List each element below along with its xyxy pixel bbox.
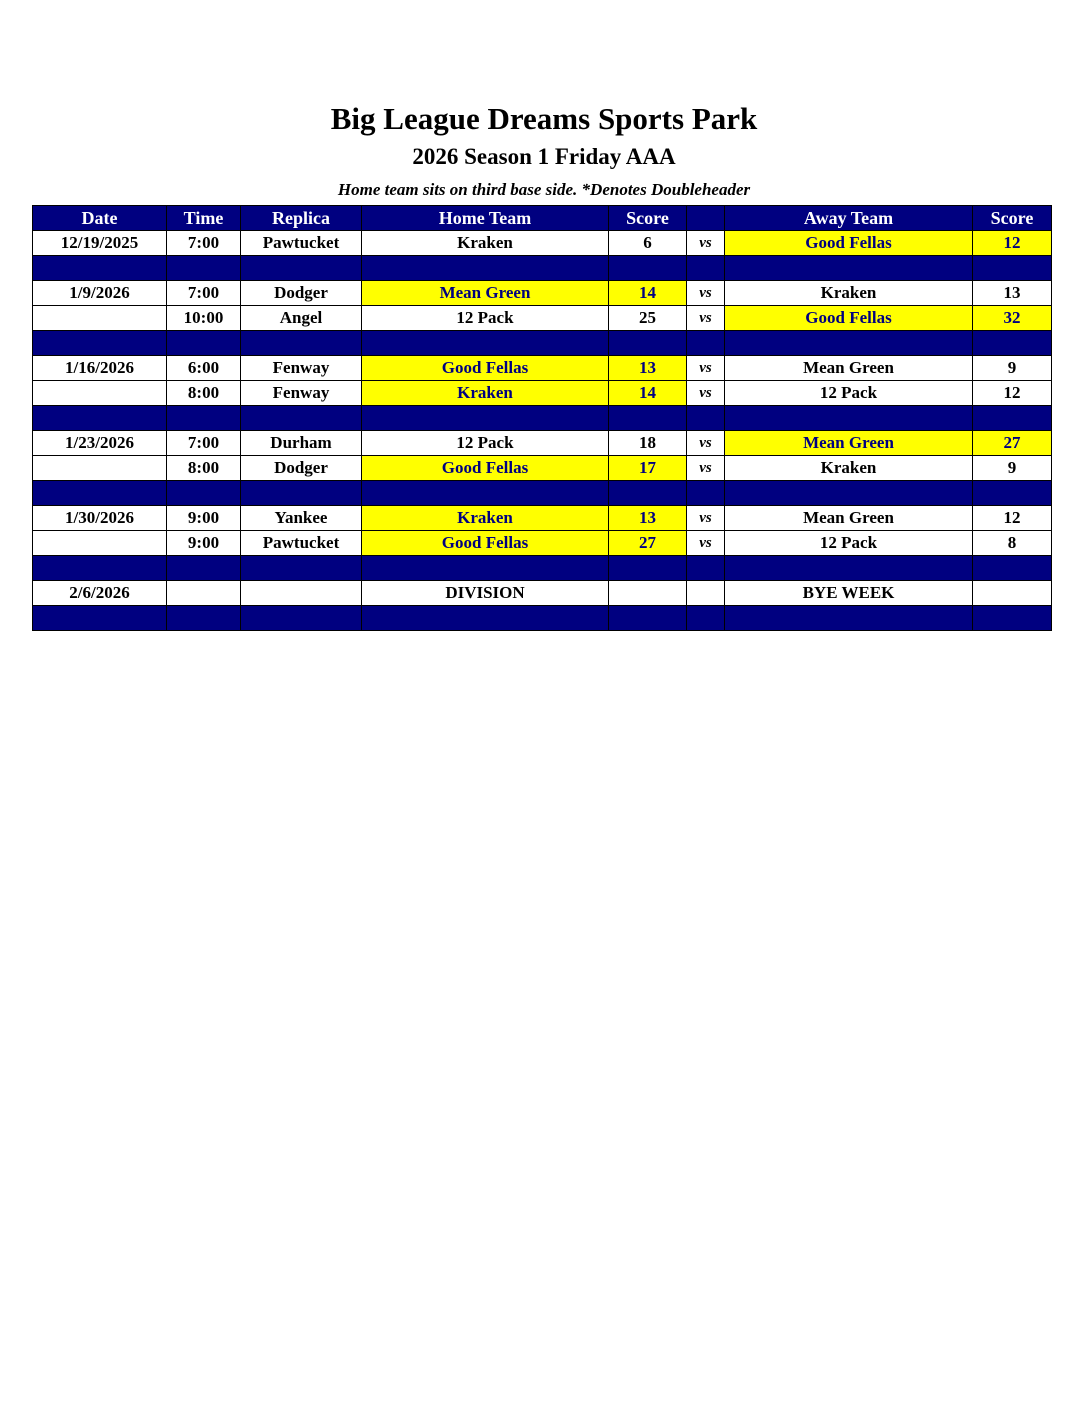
spacer-cell	[609, 606, 687, 631]
cell-replica: Fenway	[241, 381, 362, 406]
cell-replica: Pawtucket	[241, 231, 362, 256]
cell-time: 8:00	[167, 381, 241, 406]
page-note: Home team sits on third base side. *Denotes Doubleheader	[337, 180, 751, 199]
cell-away-team: Mean Green	[725, 431, 973, 456]
spacer-cell	[362, 481, 609, 506]
cell-away-score: 13	[973, 281, 1052, 306]
spacer-cell	[609, 556, 687, 581]
spacer-cell	[241, 481, 362, 506]
cell-vs: vs	[687, 381, 725, 406]
cell-home-team: 12 Pack	[362, 431, 609, 456]
cell-home-score: 14	[609, 381, 687, 406]
cell-away-team: Kraken	[725, 456, 973, 481]
cell-away-score: 12	[973, 506, 1052, 531]
cell-vs: vs	[687, 506, 725, 531]
header-vs	[687, 206, 725, 231]
spacer-cell	[725, 481, 973, 506]
spacer-cell	[725, 331, 973, 356]
header-away-team: Away Team	[725, 206, 973, 231]
spacer-cell	[609, 256, 687, 281]
spacer-cell	[167, 406, 241, 431]
cell-away-score: 9	[973, 456, 1052, 481]
cell-away-score: 27	[973, 431, 1052, 456]
cell-date: 12/19/2025	[33, 231, 167, 256]
cell-vs: vs	[687, 456, 725, 481]
cell-date: 1/9/2026	[33, 281, 167, 306]
cell-away-score: 9	[973, 356, 1052, 381]
game-row	[33, 381, 1052, 406]
cell-home-score: 14	[609, 281, 687, 306]
spacer-cell	[241, 331, 362, 356]
spacer-cell	[609, 331, 687, 356]
header-home-team: Home Team	[362, 206, 609, 231]
cell-home-score: 18	[609, 431, 687, 456]
game-row	[33, 231, 1052, 256]
spacer-cell	[973, 481, 1052, 506]
spacer-row	[33, 481, 1052, 506]
spacer-cell	[687, 256, 725, 281]
page-title: Big League Dreams Sports Park	[330, 101, 758, 136]
cell-away-team: BYE WEEK	[725, 581, 973, 606]
cell-home-score: 25	[609, 306, 687, 331]
cell-date: 1/16/2026	[33, 356, 167, 381]
cell-away-team: Good Fellas	[725, 306, 973, 331]
cell-away-team: 12 Pack	[725, 381, 973, 406]
cell-away-team: Mean Green	[725, 506, 973, 531]
cell-away-score: 12	[973, 231, 1052, 256]
spacer-row	[33, 256, 1052, 281]
cell-date	[33, 306, 167, 331]
spacer-row	[33, 331, 1052, 356]
spacer-cell	[362, 406, 609, 431]
spacer-cell	[973, 331, 1052, 356]
cell-home-team: Good Fellas	[362, 356, 609, 381]
cell-time: 8:00	[167, 456, 241, 481]
cell-vs	[687, 581, 725, 606]
cell-home-score	[609, 581, 687, 606]
cell-date: 2/6/2026	[33, 581, 167, 606]
cell-home-team: Good Fellas	[362, 456, 609, 481]
cell-time: 7:00	[167, 231, 241, 256]
spacer-cell	[167, 256, 241, 281]
spacer-cell	[33, 606, 167, 631]
cell-vs: vs	[687, 431, 725, 456]
spacer-cell	[687, 606, 725, 631]
cell-home-team: DIVISION	[362, 581, 609, 606]
game-row	[33, 506, 1052, 531]
cell-time: 10:00	[167, 306, 241, 331]
cell-time: 7:00	[167, 431, 241, 456]
spacer-cell	[167, 331, 241, 356]
spacer-cell	[973, 606, 1052, 631]
spacer-cell	[973, 256, 1052, 281]
cell-date: 1/30/2026	[33, 506, 167, 531]
cell-home-score: 27	[609, 531, 687, 556]
cell-vs: vs	[687, 356, 725, 381]
cell-away-team: Kraken	[725, 281, 973, 306]
cell-time: 6:00	[167, 356, 241, 381]
spacer-row	[33, 556, 1052, 581]
spacer-cell	[33, 331, 167, 356]
spacer-cell	[241, 556, 362, 581]
cell-home-team: Kraken	[362, 231, 609, 256]
spacer-cell	[725, 606, 973, 631]
spacer-cell	[33, 406, 167, 431]
cell-vs: vs	[687, 231, 725, 256]
cell-time: 7:00	[167, 281, 241, 306]
spacer-cell	[687, 481, 725, 506]
spacer-cell	[973, 556, 1052, 581]
cell-vs: vs	[687, 531, 725, 556]
cell-replica: Dodger	[241, 456, 362, 481]
spacer-cell	[33, 481, 167, 506]
spacer-cell	[362, 606, 609, 631]
cell-replica: Durham	[241, 431, 362, 456]
cell-home-team: Kraken	[362, 506, 609, 531]
cell-replica: Fenway	[241, 356, 362, 381]
cell-home-score: 13	[609, 356, 687, 381]
cell-away-team: 12 Pack	[725, 531, 973, 556]
cell-away-score	[973, 581, 1052, 606]
cell-date	[33, 531, 167, 556]
header-away-score: Score	[973, 206, 1052, 231]
cell-away-score: 8	[973, 531, 1052, 556]
game-row	[33, 581, 1052, 606]
header-row	[33, 206, 1052, 231]
cell-vs: vs	[687, 306, 725, 331]
spacer-cell	[241, 406, 362, 431]
game-row	[33, 306, 1052, 331]
cell-away-score: 12	[973, 381, 1052, 406]
cell-time: 9:00	[167, 506, 241, 531]
cell-replica: Dodger	[241, 281, 362, 306]
spacer-row	[33, 406, 1052, 431]
game-row	[33, 431, 1052, 456]
cell-replica: Yankee	[241, 506, 362, 531]
spacer-cell	[687, 331, 725, 356]
header-home-score: Score	[609, 206, 687, 231]
spacer-cell	[362, 256, 609, 281]
game-row	[33, 281, 1052, 306]
spacer-cell	[167, 556, 241, 581]
spacer-cell	[167, 606, 241, 631]
cell-time: 9:00	[167, 531, 241, 556]
spacer-row	[33, 606, 1052, 631]
page-subtitle: 2026 Season 1 Friday AAA	[412, 144, 676, 169]
cell-home-team: 12 Pack	[362, 306, 609, 331]
cell-date	[33, 456, 167, 481]
schedule-body	[33, 231, 1052, 631]
spacer-cell	[725, 256, 973, 281]
cell-home-score: 17	[609, 456, 687, 481]
cell-time	[167, 581, 241, 606]
cell-home-team: Good Fellas	[362, 531, 609, 556]
spacer-cell	[609, 481, 687, 506]
spacer-cell	[241, 606, 362, 631]
cell-date	[33, 381, 167, 406]
header-time: Time	[167, 206, 241, 231]
cell-away-team: Good Fellas	[725, 231, 973, 256]
spacer-cell	[687, 406, 725, 431]
schedule-table	[32, 205, 1052, 631]
header-replica: Replica	[241, 206, 362, 231]
cell-replica: Angel	[241, 306, 362, 331]
cell-home-score: 6	[609, 231, 687, 256]
spacer-cell	[33, 256, 167, 281]
cell-replica	[241, 581, 362, 606]
cell-replica: Pawtucket	[241, 531, 362, 556]
cell-home-team: Kraken	[362, 381, 609, 406]
game-row	[33, 531, 1052, 556]
spacer-cell	[362, 556, 609, 581]
spacer-cell	[609, 406, 687, 431]
header-date: Date	[33, 206, 167, 231]
cell-home-team: Mean Green	[362, 281, 609, 306]
spacer-cell	[973, 406, 1052, 431]
spacer-cell	[725, 556, 973, 581]
cell-away-score: 32	[973, 306, 1052, 331]
cell-date: 1/23/2026	[33, 431, 167, 456]
game-row	[33, 456, 1052, 481]
cell-away-team: Mean Green	[725, 356, 973, 381]
spacer-cell	[725, 406, 973, 431]
game-row	[33, 356, 1052, 381]
cell-home-score: 13	[609, 506, 687, 531]
spacer-cell	[362, 331, 609, 356]
spacer-cell	[687, 556, 725, 581]
cell-vs: vs	[687, 281, 725, 306]
spacer-cell	[167, 481, 241, 506]
spacer-cell	[33, 556, 167, 581]
spacer-cell	[241, 256, 362, 281]
